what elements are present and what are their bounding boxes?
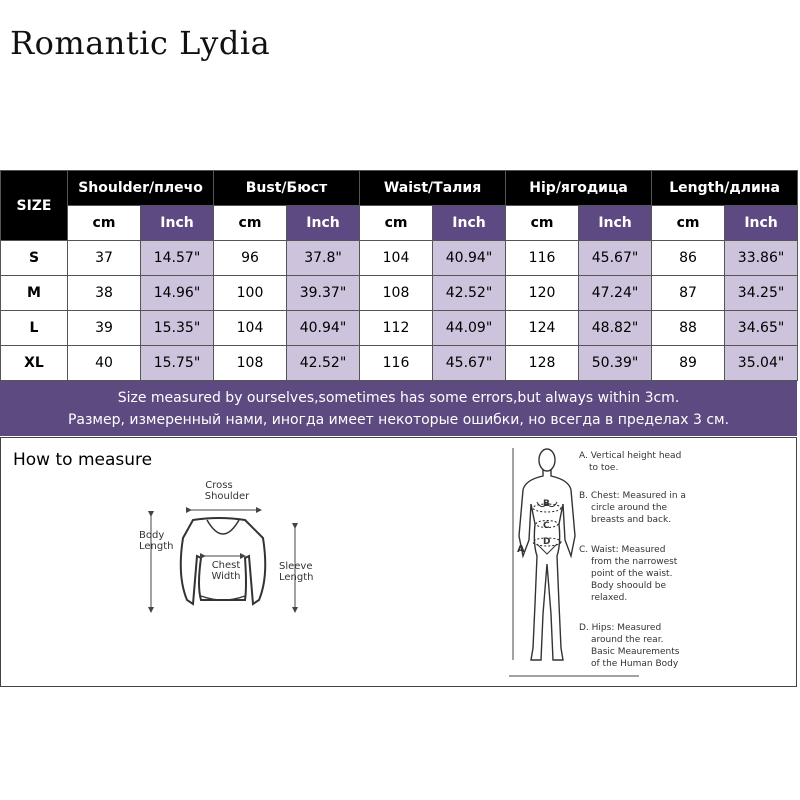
cross-shoulder-label-1: Cross bbox=[205, 480, 233, 491]
desc-b-line-1: B. Chest: Measured in a bbox=[579, 491, 686, 501]
unit-inch: Inch bbox=[725, 206, 798, 241]
table-cell: 100 bbox=[214, 276, 287, 311]
table-cell: 50.39" bbox=[579, 346, 652, 381]
unit-inch: Inch bbox=[141, 206, 214, 241]
table-cell: 45.67" bbox=[579, 241, 652, 276]
brand-logo: Romantic Lydia bbox=[10, 24, 271, 62]
size-label: L bbox=[1, 311, 68, 346]
table-cell: 14.57" bbox=[141, 241, 214, 276]
table-cell: 14.96" bbox=[141, 276, 214, 311]
unit-inch: Inch bbox=[287, 206, 360, 241]
table-cell: 96 bbox=[214, 241, 287, 276]
table-cell: 40.94" bbox=[433, 241, 506, 276]
table-cell: 112 bbox=[360, 311, 433, 346]
sweater-neckline bbox=[207, 520, 239, 534]
group-length: Length/длина bbox=[652, 171, 798, 206]
size-label: S bbox=[1, 241, 68, 276]
table-cell: 15.35" bbox=[141, 311, 214, 346]
table-cell: 39.37" bbox=[287, 276, 360, 311]
unit-header-row bbox=[1, 206, 798, 241]
table-cell: 48.82" bbox=[579, 311, 652, 346]
marker-d: D bbox=[543, 537, 551, 547]
table-cell: 15.75" bbox=[141, 346, 214, 381]
desc-d-line-2: around the rear. bbox=[591, 635, 664, 645]
table-cell: 34.65" bbox=[725, 311, 798, 346]
table-cell: 86 bbox=[652, 241, 725, 276]
unit-cm: cm bbox=[360, 206, 433, 241]
group-hip: Hip/ягодица bbox=[506, 171, 652, 206]
how-to-measure-panel bbox=[0, 437, 797, 687]
table-cell: 108 bbox=[360, 276, 433, 311]
size-label: M bbox=[1, 276, 68, 311]
table-cell: 39 bbox=[68, 311, 141, 346]
desc-d-line-4: of the Human Body bbox=[591, 659, 679, 669]
table-cell: 37 bbox=[68, 241, 141, 276]
table-cell: 44.09" bbox=[433, 311, 506, 346]
table-cell: 33.86" bbox=[725, 241, 798, 276]
desc-c-line-2: from the narrowest bbox=[591, 557, 678, 567]
table-cell: 45.67" bbox=[433, 346, 506, 381]
marker-b: B bbox=[543, 499, 550, 509]
table-cell: 116 bbox=[360, 346, 433, 381]
unit-cm: cm bbox=[652, 206, 725, 241]
marker-a: A bbox=[517, 544, 525, 555]
desc-c-line-4: Body shoould be bbox=[591, 581, 667, 591]
desc-b-line-3: breasts and back. bbox=[591, 515, 672, 525]
table-cell: 104 bbox=[214, 311, 287, 346]
desc-c-line-1: C. Waist: Measured bbox=[579, 545, 666, 555]
chest-width-label-2: Width bbox=[211, 571, 241, 582]
desc-b-line-2: circle around the bbox=[591, 503, 668, 513]
table-cell: 42.52" bbox=[287, 346, 360, 381]
head-outline bbox=[539, 449, 555, 471]
group-waist: Waist/Талия bbox=[360, 171, 506, 206]
unit-cm: cm bbox=[506, 206, 579, 241]
table-cell: 104 bbox=[360, 241, 433, 276]
table-cell: 47.24" bbox=[579, 276, 652, 311]
table-cell: 37.8" bbox=[287, 241, 360, 276]
table-cell: 108 bbox=[214, 346, 287, 381]
table-cell: 34.25" bbox=[725, 276, 798, 311]
cross-shoulder-label-2: Shoulder bbox=[204, 491, 250, 502]
desc-a-line-2: to toe. bbox=[589, 463, 619, 473]
unit-inch: Inch bbox=[433, 206, 506, 241]
sleeve-length-label-1: Sleeve bbox=[279, 561, 313, 572]
note-russian: Размер, измеренный нами, иногда имеет некоторые ошибки, но всегда в пределах 3 см. bbox=[67, 412, 730, 428]
unit-inch: Inch bbox=[579, 206, 652, 241]
table-cell: 120 bbox=[506, 276, 579, 311]
table-cell: 38 bbox=[68, 276, 141, 311]
table-cell: 87 bbox=[652, 276, 725, 311]
desc-c-line-5: relaxed. bbox=[591, 593, 628, 603]
table-cell: 40 bbox=[68, 346, 141, 381]
group-shoulder: Shoulder/плечо bbox=[68, 171, 214, 206]
how-to-measure-title: How to measure bbox=[13, 450, 153, 470]
table-cell: 42.52" bbox=[433, 276, 506, 311]
table-cell: 88 bbox=[652, 311, 725, 346]
desc-c-line-3: point of the waist. bbox=[591, 569, 673, 579]
table-cell: 35.04" bbox=[725, 346, 798, 381]
body-length-label-1: Body bbox=[139, 530, 165, 541]
desc-d-line-3: Basic Meaurements bbox=[591, 647, 680, 657]
measurement-note bbox=[0, 381, 797, 436]
note-english: Size measured by ourselves,sometimes has some errors,but always within 3cm. bbox=[117, 390, 680, 406]
table-cell: 40.94" bbox=[287, 311, 360, 346]
chest-width-label-1: Chest bbox=[211, 560, 241, 571]
body-length-label-2: Length bbox=[139, 541, 174, 552]
garment-diagram bbox=[131, 476, 331, 656]
desc-d-line-1: D. Hips: Measured bbox=[579, 623, 662, 633]
table-row bbox=[1, 276, 798, 311]
group-header-row bbox=[1, 171, 798, 206]
body-diagram bbox=[509, 444, 695, 682]
desc-a-line-1: A. Vertical height head bbox=[579, 451, 682, 461]
table-row bbox=[1, 241, 798, 276]
sleeve-length-label-2: Length bbox=[279, 572, 314, 583]
unit-cm: cm bbox=[214, 206, 287, 241]
table-cell: 116 bbox=[506, 241, 579, 276]
table-cell: 89 bbox=[652, 346, 725, 381]
marker-c: C bbox=[543, 521, 550, 531]
unit-cm: cm bbox=[68, 206, 141, 241]
size-header: SIZE bbox=[1, 171, 68, 241]
table-cell: 128 bbox=[506, 346, 579, 381]
table-cell: 124 bbox=[506, 311, 579, 346]
size-label: XL bbox=[1, 346, 68, 381]
table-row bbox=[1, 311, 798, 346]
table-row bbox=[1, 346, 798, 381]
size-table bbox=[0, 170, 798, 381]
group-bust: Bust/Бюст bbox=[214, 171, 360, 206]
